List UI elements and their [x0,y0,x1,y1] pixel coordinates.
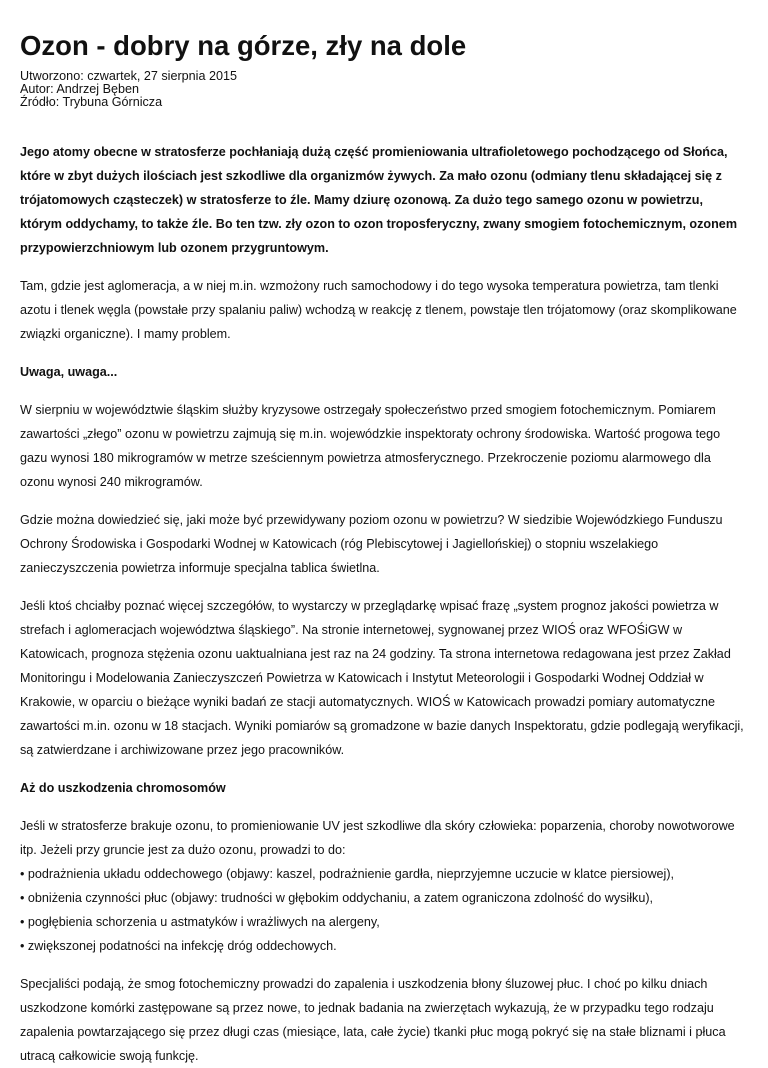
list-item: • pogłębienia schorzenia u astmatyków i wrażliwych na alergeny, [20,915,380,929]
paragraph-2: W sierpniu w województwie śląskim służby kryzysowe ostrzegały społeczeństwo przed smogiem fotochemicznym. Pomiarem zawartości „złego” ozonu w powietrzu zajmują się m.in. wojewódzkie inspektoraty ochrony środowiska. Wartość progowa tego gazu wynosi 180 mikrogramów w metrze sześciennym powietrza atmosferycznego. Przekroczenie poziomu alarmowego dla ozonu wynosi 240 mikrogramów. [20,403,721,489]
list-item: • podrażnienia układu oddechowego (objawy: kaszel, podrażnienie gardła, nieprzyjemne uczucie w klatce piersiowej), [20,867,675,881]
author: Autor: Andrzej Bęben [20,82,140,96]
lead-paragraph: Jego atomy obecne w stratosferze pochłaniają dużą część promieniowania ultrafioletowego pochodzącego od Słońca, które w zbyt dużych ilościach jest szkodliwe dla organizmów żywych. Za mało ozonu (odmiany tlenu składającej się z trójatomowych cząsteczek) w stratosferze to źle. Mamy dziurę ozonową. Za dużo tego samego ozonu w powietrzu, którym oddychamy, to także źle. Bo ten tzw. zły ozon to ozon troposferyczny, zwany smogiem fotochemicznym, ozonem przypowierzchniowym lub ozonem przygruntowym. [20,145,738,255]
source: Źródło: Trybuna Górnicza [20,95,163,109]
list-item: • zwiększonej podatności na infekcję dróg oddechowych. [20,939,337,953]
paragraph-6: Specjaliści podają, że smog fotochemiczny prowadzi do zapalenia i uszkodzenia błony śluzowej płuc. I choć po kilku dniach uszkodzone komórki zastępowane są przez nowe, to jednak badania na zwierzętach wykazują, że w przypadku tego rodzaju zapalenia powtarzającego się przez długi czas (miesiące, lata, całe życie) tkanki płuc mogą pokryć się na stałe bliznami i płuca utracą całkowicie swoją funkcję. [20,977,726,1063]
section-heading-1: Uwaga, uwaga... [20,365,118,379]
paragraph-5: Jeśli w stratosferze brakuje ozonu, to promieniowanie UV jest szkodliwe dla skóry człowieka: poparzenia, choroby nowotworowe itp. Jeżeli przy gruncie jest za dużo ozonu, prowadzi to do: [20,819,735,857]
effects-list [20,862,748,958]
paragraph-4: Jeśli ktoś chciałby poznać więcej szczegółów, to wystarczy w przeglądarkę wpisać frazę „system prognoz jakości powietrza w strefach i aglomeracjach województwa śląskiego”. Na stronie internetowej, sygnowanej przez WIOŚ oraz WFOŚiGW w Katowicach, prognoza stężenia ozonu uaktualniana jest raz na 24 godziny. Ta strona internetowa redagowana jest przez Zakład Monitoringu i Modelowania Zanieczyszczeń Powietrza w Katowicach i Instytut Meteorologii i Gospodarki Wodnej Oddział w Krakowie, w oparciu o bieżące wyniki badań ze stacji automatycznych. WIOŚ w Katowicach prowadzi pomiary automatyczne zawartości m.in. ozonu w 18 stacjach. Wyniki pomiarów są gromadzone w bazie danych Inspektoratu, gdzie podlegają weryfikacji, są zatwierdzane i archiwizowane przez jego pracowników. [20,599,744,757]
article-meta [20,70,748,109]
paragraph-1: Tam, gdzie jest aglomeracja, a w niej m.in. wzmożony ruch samochodowy i do tego wysoka temperatura powietrza, tam tlenki azotu i tlenek węgla (powstałe przy spalaniu paliw) wchodzą w reakcję z tlenem, powstaje tlen trójatomowy (oraz skomplikowane związki organiczne). I mamy problem. [20,279,737,341]
article-title: Ozon - dobry na górze, zły na dole [20,30,467,61]
list-item: • obniżenia czynności płuc (objawy: trudności w głębokim oddychaniu, a zatem ograniczona zdolność do wysiłku), [20,891,654,905]
section-heading-2: Aż do uszkodzenia chromosomów [20,781,226,795]
paragraph-3: Gdzie można dowiedzieć się, jaki może być przewidywany poziom ozonu w powietrzu? W siedzibie Wojewódzkiego Funduszu Ochrony Środowiska i Gospodarki Wodnej w Katowicach (róg Plebiscytowej i Jagiellońskiej) o stopniu wszelakiego zanieczyszczenia powietrza informuje specjalna tablica świetlna. [20,513,723,575]
created-date: Utworzono: czwartek, 27 sierpnia 2015 [20,69,238,83]
